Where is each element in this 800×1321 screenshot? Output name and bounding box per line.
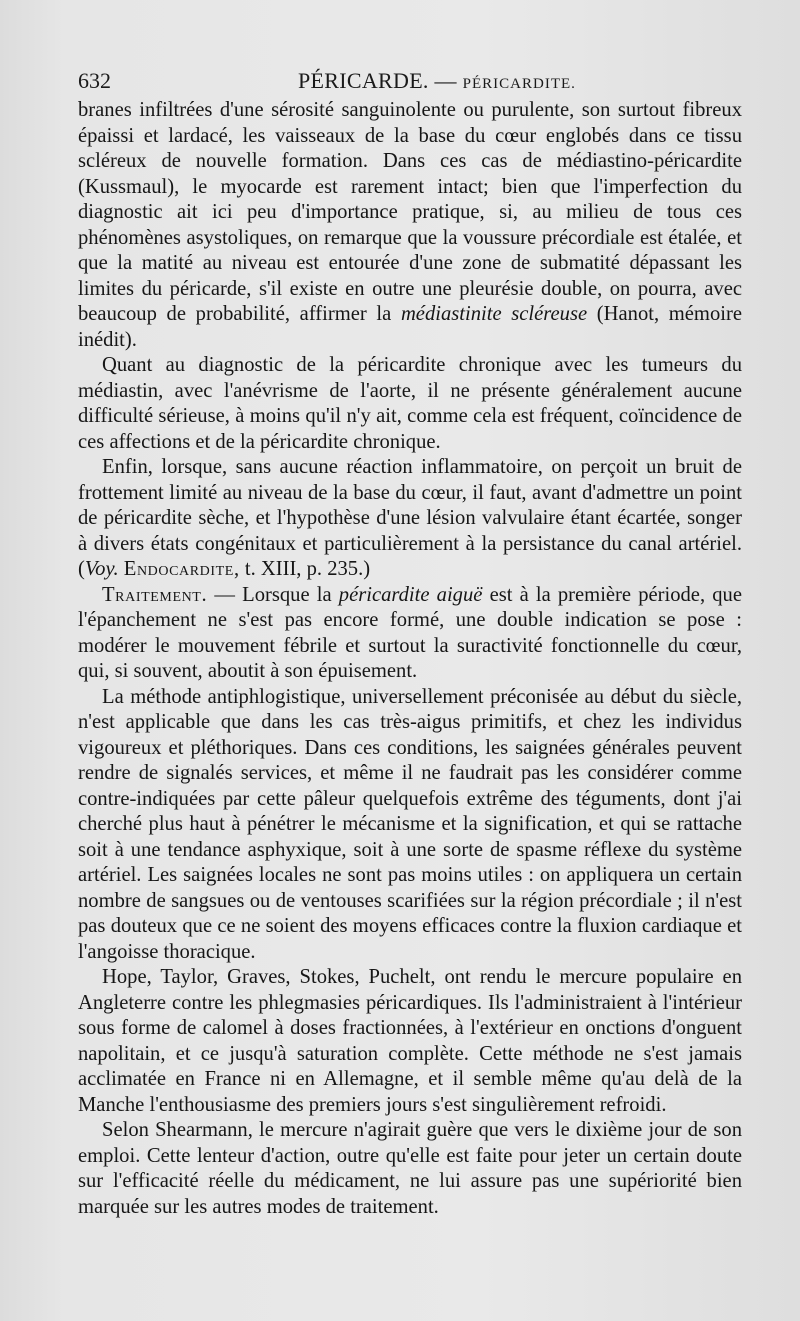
paragraph-3-end: t. XIII, p. 235.) [244, 558, 371, 580]
page-header [78, 68, 738, 94]
emphasis-pericardite-aigue: péricardite aiguë [338, 583, 483, 606]
voy-reference: Voy. [84, 558, 119, 580]
paragraph-4-a: — Lorsque la [214, 583, 332, 606]
paragraph-4-b: est à la première période, que l'épanchement ne s'est pas encore formé, une double indication se pose : modérer le mouvement fébrile et surtout la suractivité fonctionnelle du cœur, qui, si souvent, aboutit à son épuisement. [78, 583, 742, 682]
paragraph-2: Quant au diagnostic de la péricardite chronique avec les tumeurs du médiastin, avec l'anévrisme de l'aorte, il ne présente généralement aucune difficulté sérieuse, à moins qu'il n'y ait, comme cela est fréquent, coïncidence de ces affections et de la péricardite chronique. [78, 354, 742, 453]
running-head-subtitle: PÉRICARDITE. [462, 76, 576, 92]
paragraph-1 [78, 98, 742, 353]
paragraph-1-text: branes infiltrées d'une sérosité sanguinolente ou purulente, son surtout fibreux épaissi et lardacé, les vaisseaux de la base du cœur englobés dans ce tissu scléreux de nouvelle formation. Dans ces cas de médiastino-péricardite (Kussmaul), le myocarde est rarement intact; bien que l'imperfection du diagnostic ait ici peu d'importance pratique, si, au milieu de tous ces phénomènes asystoliques, on remarque que la voussure précordiale est étalée, et que la matité au niveau est entourée d'une zone de submatité dépassant les limites du péricarde, s'il existe en outre une pleurésie double, on pourra, avec beaucoup de probabilité, affirmer la [78, 99, 742, 325]
paragraph-traitement [78, 583, 742, 685]
body-text [78, 98, 742, 1220]
paragraph-5: La méthode antiphlogistique, universellement préconisée au début du siècle, n'est applicable que dans les cas très-aigus primitifs, et chez les individus vigoureux et pléthoriques. Dans ces conditions, les saignées générales peuvent rendre de signalés services, et même il ne faudrait pas les considérer comme contre-indiquées par cette pâleur quelquefois extrême des téguments, dont j'ai cherché plus haut à pénétrer le mécanisme et la signification, et qui se rattache soit à une tendance asphyxique, soit à une sorte de spasme réflexe du système artériel. Les saignées locales ne sont pas moins utiles : on appliquera un certain nombre de sangsues ou de ventouses scarifiées sur la région précordiale ; il n'est pas douteux que ce ne soient des moyens efficaces contre la fluxion cardiaque et l'angoisse thoracique. [78, 685, 742, 963]
section-label-traitement: Traitement. [102, 583, 208, 606]
paragraph-1-end: (Hanot, mémoire inédit). [78, 303, 742, 351]
emphasis-mediastinite: médiastinite scléreuse [400, 303, 588, 325]
paragraph-6: Hope, Taylor, Graves, Stokes, Puchelt, ont rendu le mercure populaire en Angleterre contre les phlegmasies péricardiques. Ils l'administraient à l'intérieur sous forme de calomel à doses fractionnées, à l'extérieur en onctions d'onguent napolitain, et ce jusqu'à saturation complète. Cette méthode ne s'est jamais acclimatée en France ni en Allemagne, et il semble même qu'au delà de la Manche l'enthousiasme des premiers jours s'est singulièrement refroidi. [78, 966, 742, 1116]
paragraph-7: Selon Shearmann, le mercure n'agirait guère que vers le dixième jour de son emploi. Cette lenteur d'action, outre qu'elle est faite pour jeter un certain doute sur l'efficacité réelle du médicament, ne lui assure pas une supériorité bien marquée sur les autres modes de traitement. [78, 1119, 742, 1218]
running-head-title: PÉRICARDE. — [298, 68, 457, 93]
endocardite-reference: Endocardite, [123, 558, 240, 580]
paragraph-3-text: Enfin, lorsque, sans aucune réaction inflammatoire, on perçoit un bruit de frottement limité au niveau de la base du cœur, il faut, avant d'admettre un point de péricardite sèche, et l'hypothèse d'une lésion valvulaire étant écartée, songer à divers états congénitaux et particulièrement à la persistance du canal artériel. ( [78, 456, 742, 580]
paragraph-3 [78, 455, 742, 583]
page-number: 632 [78, 68, 111, 93]
running-head [298, 68, 576, 94]
